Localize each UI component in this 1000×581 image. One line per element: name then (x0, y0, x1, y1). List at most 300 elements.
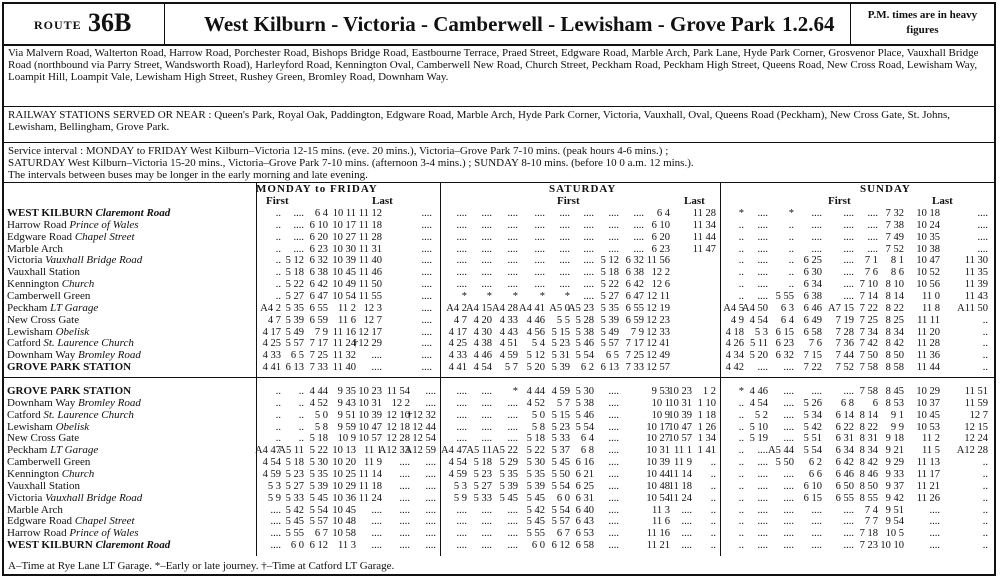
southbound-mf-time-cell: 5 35 (309, 468, 328, 480)
southbound-mf-time-cell: 5 0 (314, 409, 328, 421)
southbound-sat-time-cell: 5 30 (526, 457, 545, 469)
northbound-sat-time-cell: 6 23 (651, 243, 670, 255)
southbound-mf-time-cell: 12 10 (386, 409, 410, 421)
southbound-sat-time-cell: 10 44 (646, 468, 670, 480)
northbound-sat-time-cell: .... (507, 267, 518, 279)
stop-name: Peckham (7, 444, 48, 457)
northbound-sat-time-cell: .... (608, 231, 619, 243)
southbound-sat-time-cell: .... (481, 516, 492, 528)
stop-name: GROVE PARK STATION (7, 385, 132, 397)
stop-name: Edgware Road (7, 515, 73, 528)
northbound-sat-time-cell: 5 7 (504, 362, 518, 374)
southbound-sun-time-cell: 6 15 (803, 492, 822, 504)
northbound-sun-time-cell: .... (867, 231, 878, 243)
northbound-sat-time-cell: .... (534, 208, 545, 219)
northbound-sun-time-cell: .. (982, 362, 988, 374)
southbound-sun-time-cell: .... (783, 397, 794, 409)
southbound-sat-time-cell: 5 45 (551, 457, 570, 469)
northbound-sat-time-cell: 5 5 (556, 314, 570, 326)
northbound-sat-time-cell: .... (456, 279, 467, 291)
northbound-sat-time-cell: .... (456, 255, 467, 267)
southbound-mf-time-cell: .. (298, 421, 304, 433)
southbound-sat-time-cell: .... (608, 445, 619, 457)
southbound-mf-time-cell: 10 20 (332, 457, 356, 469)
southbound-sat-time-cell: 10 39 (646, 457, 670, 469)
stop-name: Lewisham (7, 420, 53, 433)
northbound-sat-time-cell: .... (608, 243, 619, 255)
southbound-sat-time-cell: .... (481, 504, 492, 516)
northbound-mf-time-cell: .... (293, 243, 304, 255)
southbound-sun-time-cell: .... (783, 421, 794, 433)
northbound-mf-time-cell: .. (275, 208, 281, 219)
southbound-mf-time-cell: 10 25 (332, 468, 356, 480)
northbound-sat-time-cell: 6 55 (625, 302, 644, 314)
southbound-sat-time-cell: 5 30 (575, 386, 594, 397)
northbound-sat-time-cell: * (486, 290, 492, 302)
southbound-sun-time-cell: 8 34 (859, 445, 878, 457)
southbound-mf-time-cell: 4 44 (309, 386, 328, 397)
southbound-sat-time-cell: A4 47 (441, 445, 467, 457)
northbound-mf-time-cell: 10 54 (332, 290, 356, 302)
southbound-sun-time-cell: 10 53 (916, 421, 940, 433)
southbound-mf-time-cell: 5 33 (285, 492, 304, 504)
southbound-sat-time-cell: .... (608, 504, 619, 516)
southbound-sun-time-cell: 8 14 (859, 409, 878, 421)
northbound-sat-time-cell: 4 38 (473, 338, 492, 350)
southbound-mf-time-cell: 10 39 (358, 409, 382, 421)
southbound-mf-time-cell: .... (399, 492, 410, 504)
southbound-sat-time-cell: 6 0 (531, 540, 545, 552)
northbound-sun-time-cell: .... (783, 362, 794, 374)
southbound-mf-time-cell: 9 59 (337, 421, 356, 433)
southbound-sat-time-cell: .... (456, 409, 467, 421)
southbound-sat-time-cell: .. (710, 540, 716, 552)
southbound-sun-time-cell: .... (929, 528, 940, 540)
southbound-sat-time-cell: .... (481, 421, 492, 433)
southbound-sat-time-cell: .... (481, 528, 492, 540)
northbound-sat-time-cell: .... (559, 243, 570, 255)
northbound-sat-time-cell: .... (456, 231, 467, 243)
northbound-mf-time-cell: .. (275, 255, 281, 267)
southbound-sat-time-cell: .. (710, 492, 716, 504)
northbound-sun-time-cell: 11 36 (916, 350, 940, 362)
stop-name: Downham Way (7, 349, 76, 362)
southbound-sun-time-cell: 8 50 (859, 480, 878, 492)
northbound-sun-time-cell: 6 30 (803, 267, 822, 279)
southbound-mf-time-cell: 11 24 (358, 492, 382, 504)
stop-name: Harrow Road (7, 218, 67, 231)
northbound-sun-time-cell: .... (811, 231, 822, 243)
southbound-mf-time-cell: .... (425, 492, 436, 504)
southbound-sat-time-cell: .. (710, 468, 716, 480)
northbound-sat-time-cell: .... (583, 231, 594, 243)
northbound-sat-time-cell: .... (608, 208, 619, 219)
northbound-sun-time-cell: 6 58 (803, 326, 822, 338)
northbound-sat-time-cell: 12 49 (646, 350, 670, 362)
northbound-sun-time-cell: .... (843, 255, 854, 267)
southbound-mf-time-cell: 5 3 (267, 480, 281, 492)
divider (4, 106, 994, 107)
southbound-sat-time-cell: 1 26 (697, 421, 716, 433)
northbound-sun-time-cell: A11 50 (957, 302, 988, 314)
northbound-sun-time-cell: .... (843, 243, 854, 255)
northbound-sat-time-cell: 11 56 (646, 255, 670, 267)
stop-name: Edgware Road (7, 230, 73, 243)
stop-name: Victoria (7, 491, 43, 504)
southbound-sat-time-cell: 6 16 (575, 457, 594, 469)
southbound-sat-time-cell: .... (456, 516, 467, 528)
stop-name: Camberwell Green (7, 456, 91, 469)
northbound-sun-time-cell: 5 55 (775, 290, 794, 302)
northbound-sun-time-cell: 11 43 (964, 290, 988, 302)
route-number: 36B (88, 8, 132, 37)
northbound-sun-time-cell: .. (738, 219, 744, 231)
northbound-mf-time-cell: 6 47 (309, 290, 328, 302)
northbound-sun-time-cell: .... (811, 243, 822, 255)
southbound-sun-time-cell: .. (738, 480, 744, 492)
southbound-sun-time-cell: .... (783, 468, 794, 480)
northbound-sat-time-cell: .... (456, 243, 467, 255)
southbound-mf-time-cell: 5 55 (285, 528, 304, 540)
southbound-sun-time-cell: 5 34 (803, 409, 822, 421)
northbound-sat-time-cell: 5 20 (526, 362, 545, 374)
southbound-sun-time-cell: .. (982, 468, 988, 480)
southbound-mf-time-cell: .. (275, 421, 281, 433)
northbound-sun-time-cell: .. (738, 279, 744, 291)
southbound-sun-time-cell: 10 45 (916, 409, 940, 421)
southbound-sun-time-cell: .. (738, 540, 744, 552)
northbound-sun-time-cell: 7 42 (859, 338, 878, 350)
southbound-sat-time-cell: 6 21 (575, 468, 594, 480)
southbound-sun-time-cell: 6 14 (835, 409, 854, 421)
southbound-sat-time-cell: .... (507, 433, 518, 445)
southbound-sat-time-cell: 5 35 (526, 468, 545, 480)
southbound-sun-time-cell: .... (757, 492, 768, 504)
northbound-sat-time-cell: * (512, 290, 518, 302)
southbound-sun-time-cell: 11 2 (922, 433, 940, 445)
northbound-sat-time-cell: .... (507, 243, 518, 255)
southbound-mf-time-cell: 9 35 (337, 386, 356, 397)
southbound-sat-time-cell: .... (608, 386, 619, 397)
southbound-mf-time-cell: 10 57 (358, 433, 382, 445)
southbound-sat-time-cell: .... (608, 516, 619, 528)
southbound-sun-time-cell: .. (982, 492, 988, 504)
northbound-sun-time-cell: 10 18 (916, 208, 940, 219)
southbound-mf-time-cell: 5 39 (309, 480, 328, 492)
southbound-mf-time-cell: A12 33 (378, 445, 410, 457)
northbound-sat-time-cell: 11 44 (692, 231, 716, 243)
southbound-sun-time-cell: .... (757, 540, 768, 552)
southbound-sun-time-cell: 9 9 (890, 421, 904, 433)
northbound-sat-time-cell: 6 59 (625, 314, 644, 326)
northbound-sun-time-cell: 8 22 (885, 302, 904, 314)
southbound-sun-time-cell: 5 51 (803, 433, 822, 445)
southbound-sun-time-cell: .. (982, 504, 988, 516)
northbound-sun-time-cell: 10 24 (916, 219, 940, 231)
southbound-sun-time-cell: 6 42 (835, 457, 854, 469)
northbound-mf-time-cell: .... (421, 219, 432, 231)
southbound-sun-time-cell: .. (982, 480, 988, 492)
southbound-sat-time-cell: 11 6 (652, 516, 670, 528)
southbound-sat-time-cell: .... (507, 409, 518, 421)
southbound-sat-time-cell: .... (456, 386, 467, 397)
northbound-sat-time-cell: .... (534, 231, 545, 243)
northbound-mf-time-cell: .... (421, 314, 432, 326)
northbound-sat-time-cell: .... (559, 267, 570, 279)
southbound-sun-time-cell: .... (757, 445, 768, 457)
northbound-sat-time-cell: 5 4 (531, 338, 545, 350)
northbound-sat-time-cell: 4 33 (448, 350, 467, 362)
northbound-sun-time-cell: .. (982, 326, 988, 338)
southbound-mf-time-cell: .. (275, 433, 281, 445)
northbound-mf-time-cell: 5 27 (285, 290, 304, 302)
northbound-mf-time-cell: 11 55 (358, 290, 382, 302)
northbound-mf-time-cell: .... (421, 326, 432, 338)
northbound-mf-time-cell: .. (275, 243, 281, 255)
route-label: ROUTE (34, 18, 82, 32)
northbound-sun-time-cell: 6 38 (803, 290, 822, 302)
northbound-sun-time-cell: .... (757, 255, 768, 267)
northbound-sun-time-cell: * (788, 208, 794, 219)
northbound-sat-time-cell: 4 41 (448, 362, 467, 374)
southbound-mf-time-cell: .. (275, 386, 281, 397)
southbound-sat-time-cell: 10 48 (646, 480, 670, 492)
northbound-sun-time-cell: A4 5 (723, 302, 744, 314)
northbound-sat-time-cell: .... (456, 208, 467, 219)
northbound-mf-time-cell: 7 25 (309, 350, 328, 362)
southbound-sat-time-cell: 5 46 (575, 409, 594, 421)
northbound-sat-time-cell: 4 43 (499, 326, 518, 338)
southbound-sun-time-cell: 10 37 (916, 397, 940, 409)
northbound-mf-time-cell: 6 59 (309, 314, 328, 326)
southbound-mf-time-cell: .. (275, 409, 281, 421)
southbound-sun-time-cell: 10 5 (885, 528, 904, 540)
southbound-sat-time-cell: 5 29 (499, 457, 518, 469)
southbound-sun-time-cell: .... (783, 409, 794, 421)
southbound-mf-time-cell: 11 14 (358, 468, 382, 480)
southbound-mf-time-cell: .... (425, 540, 436, 552)
northbound-sun-time-cell: 10 38 (916, 243, 940, 255)
northbound-sun-time-cell: 6 46 (803, 302, 822, 314)
southbound-sun-time-cell: 5 2 (754, 409, 768, 421)
southbound-sat-time-cell: .... (481, 540, 492, 552)
divider (4, 142, 994, 143)
northbound-mf-time-cell: 6 10 (309, 219, 328, 231)
southbound-mf-time-cell: 11 3 (338, 540, 356, 552)
northbound-mf-time-cell: .... (421, 279, 432, 291)
northbound-sun-time-cell: 8 25 (885, 314, 904, 326)
southbound-sun-time-cell: 6 (872, 397, 878, 409)
stop-location: Obelisk (55, 420, 90, 433)
southbound-mf-time-cell: .... (425, 528, 436, 540)
southbound-sun-time-cell: A5 44 (768, 445, 794, 457)
southbound-sun-time-cell: 6 2 (808, 457, 822, 469)
southbound-sun-time-cell: 10 10 (880, 540, 904, 552)
northbound-sat-time-cell: 12 33 (646, 326, 670, 338)
northbound-sat-time-cell: 4 56 (526, 326, 545, 338)
southbound-mf-time-cell: 5 22 (309, 445, 328, 457)
northbound-sun-time-cell: .. (788, 243, 794, 255)
southbound-sun-time-cell: 12 7 (969, 409, 988, 421)
southbound-sat-time-cell: 11 9 (674, 457, 692, 469)
southbound-sun-time-cell: .. (738, 421, 744, 433)
southbound-sat-time-cell: 11 3 (652, 504, 670, 516)
southbound-mf-time-cell: 6 7 (314, 528, 328, 540)
southbound-sun-time-cell: 5 19 (749, 433, 768, 445)
northbound-mf-time-cell: .... (421, 290, 432, 302)
northbound-sun-time-cell: 11 28 (916, 338, 940, 350)
southbound-mf-time-cell: 4 54 (262, 457, 281, 469)
route-number-box (4, 4, 165, 44)
northbound-sun-time-cell: 6 32 (775, 350, 794, 362)
southbound-sat-time-cell: .... (507, 516, 518, 528)
southbound-sat-time-cell: .. (710, 516, 716, 528)
southbound-sat-time-cell: 6 8 (580, 445, 594, 457)
southbound-sat-time-cell: .... (481, 433, 492, 445)
southbound-mf-time-cell: 4 52 (309, 397, 328, 409)
southbound-sat-time-cell: 10 57 (668, 433, 692, 445)
southbound-sun-time-cell: .... (757, 468, 768, 480)
northbound-sat-time-cell: .... (583, 219, 594, 231)
southbound-sat-time-cell: 4 44 (526, 386, 545, 397)
northbound-sun-time-cell: 6 25 (803, 255, 822, 267)
northbound-mf-time-cell: 12 7 (363, 314, 382, 326)
northbound-sat-time-cell: 12 19 (646, 302, 670, 314)
northbound-sun-time-cell: .... (977, 208, 988, 219)
northbound-mf-time-cell: 7 9 (314, 326, 328, 338)
northbound-sat-time-cell: .... (481, 231, 492, 243)
northbound-sat-time-cell: 5 31 (551, 350, 570, 362)
southbound-mf-time-cell: .... (425, 504, 436, 516)
northbound-sat-time-cell: 4 25 (448, 338, 467, 350)
southbound-sun-time-cell: .. (982, 528, 988, 540)
northbound-sun-time-cell: .... (757, 290, 768, 302)
southbound-sat-time-cell: 4 52 (526, 397, 545, 409)
northbound-sat-time-cell: 5 27 (600, 290, 619, 302)
northbound-sun-time-cell: .... (843, 219, 854, 231)
southbound-sun-time-cell: .... (783, 516, 794, 528)
southbound-sun-time-cell: 8 31 (859, 433, 878, 445)
timetable-grid (4, 182, 994, 556)
northbound-sat-time-cell: .... (534, 243, 545, 255)
southbound-sun-time-cell: 12 15 (964, 421, 988, 433)
northbound-sat-time-cell: 12 41 (646, 338, 670, 350)
stop-location: LT Garage (50, 444, 99, 457)
northbound-sun-time-cell: 4 42 (725, 362, 744, 374)
northbound-sat-time-cell: 4 7 (453, 314, 467, 326)
northbound-sat-time-cell: .... (559, 279, 570, 291)
southbound-mf-time-cell: 11 9 (364, 457, 382, 469)
southbound-sun-time-cell: 9 33 (885, 468, 904, 480)
southbound-mf-time-cell: .... (399, 516, 410, 528)
southbound-sun-time-cell: 7 4 (864, 504, 878, 516)
northbound-sun-time-cell: .... (757, 208, 768, 219)
southbound-sat-time-cell: 10 27 (646, 433, 670, 445)
southbound-sun-time-cell: 6 10 (803, 480, 822, 492)
northbound-sat-time-cell: .... (583, 267, 594, 279)
southbound-sat-time-cell: 5 0 (531, 409, 545, 421)
northbound-sun-time-cell: .. (788, 267, 794, 279)
northbound-sun-time-cell: .... (977, 219, 988, 231)
northbound-mf-time-cell: 11 40 (358, 255, 382, 267)
northbound-sun-time-cell: .... (757, 243, 768, 255)
northbound-sat-time-cell: 5 28 (575, 314, 594, 326)
southbound-sat-time-cell: 5 37 (551, 445, 570, 457)
stop-location: Chapel Street (74, 230, 135, 243)
northbound-sun-time-cell: 7 38 (885, 219, 904, 231)
northbound-sun-time-cell: .... (867, 208, 878, 219)
northbound-mf-time-cell: 4 41 (262, 362, 281, 374)
southbound-mf-time-cell: 10 45 (332, 504, 356, 516)
southbound-sat-time-cell: 5 55 (526, 528, 545, 540)
southbound-sat-time-cell: .... (507, 540, 518, 552)
southbound-sat-time-cell: 6 58 (575, 540, 594, 552)
northbound-sat-time-cell: 6 38 (625, 267, 644, 279)
northbound-sat-time-cell: 5 39 (551, 362, 570, 374)
northbound-sat-time-cell: .... (456, 219, 467, 231)
northbound-sat-time-cell: .... (534, 267, 545, 279)
southbound-sun-time-cell: .... (783, 433, 794, 445)
stop-name: Kennington (7, 278, 59, 291)
stop-name: Marble Arch (7, 503, 63, 516)
northbound-sat-time-cell: .... (559, 231, 570, 243)
southbound-sat-time-cell: 1 2 (702, 386, 716, 397)
stop-name: Peckham (7, 301, 48, 314)
northbound-sun-time-cell: 7 32 (885, 208, 904, 219)
stop-location: Church (61, 467, 95, 480)
southbound-sat-time-cell: .... (456, 528, 467, 540)
southbound-mf-time-cell: .. (298, 409, 304, 421)
southbound-sat-time-cell: 6 0 (556, 492, 570, 504)
mf-last-label: Last (372, 195, 393, 207)
northbound-sun-time-cell: .. (788, 279, 794, 291)
southbound-sun-time-cell: .. (738, 504, 744, 516)
northbound-sun-time-cell: .... (843, 290, 854, 302)
northbound-mf-time-cell: 6 5 (290, 350, 304, 362)
northbound-sun-time-cell: 7 6 (808, 338, 822, 350)
southbound-sun-time-cell: .... (757, 528, 768, 540)
southbound-mf-time-cell: .. (275, 397, 281, 409)
southbound-sun-time-cell: 4 54 (749, 397, 768, 409)
northbound-sat-time-cell: * (539, 290, 545, 302)
southbound-sun-time-cell: 9 42 (885, 492, 904, 504)
northbound-sun-time-cell: 7 36 (835, 338, 854, 350)
northbound-sun-time-cell: 7 52 (885, 243, 904, 255)
southbound-sat-time-cell: 5 23 (473, 468, 492, 480)
stop-location: Bromley Road (78, 396, 141, 409)
northbound-sat-time-cell: 5 12 (526, 350, 545, 362)
southbound-sat-time-cell: .... (608, 468, 619, 480)
northbound-sun-time-cell: 7 22 (803, 362, 822, 374)
northbound-mf-time-cell: .... (421, 208, 432, 219)
northbound-sat-time-cell: .... (481, 208, 492, 219)
southbound-sat-time-cell: .... (481, 409, 492, 421)
northbound-sun-time-cell: .. (738, 255, 744, 267)
direction-divider (4, 377, 994, 378)
stop-name: Camberwell Green (7, 289, 91, 302)
southbound-sun-time-cell: .... (783, 540, 794, 552)
northbound-sun-time-cell: .... (843, 279, 854, 291)
southbound-mf-time-cell: 5 54 (309, 504, 328, 516)
southbound-sat-time-cell: 5 45 (526, 492, 545, 504)
southbound-sun-time-cell: .... (843, 386, 854, 397)
northbound-sun-time-cell: 7 6 (864, 267, 878, 279)
header-mf: MONDAY to FRIDAY (256, 183, 378, 195)
northbound-sun-time-cell: 4 54 (749, 314, 768, 326)
northbound-sun-time-cell: .. (982, 350, 988, 362)
southbound-sun-time-cell: 4 46 (749, 386, 768, 397)
southbound-sun-time-cell: 8 46 (859, 468, 878, 480)
